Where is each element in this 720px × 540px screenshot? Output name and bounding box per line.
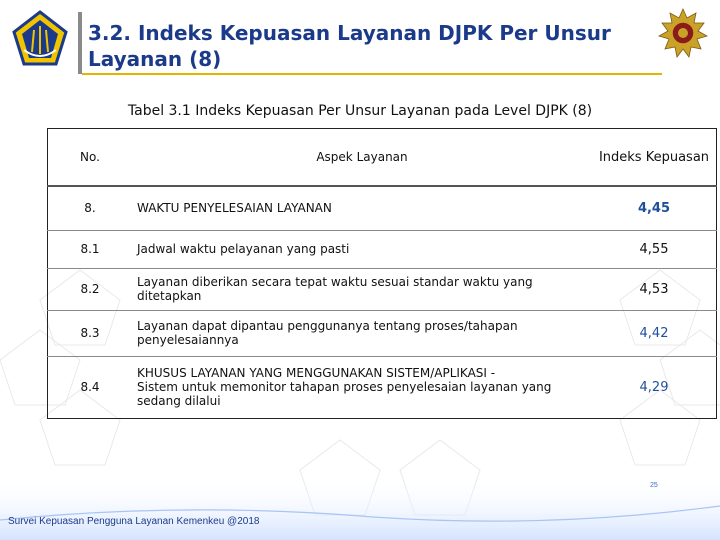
row-no: 8.2 xyxy=(80,282,100,296)
row-indeks: 4,29 xyxy=(639,379,669,395)
kemenkeu-emblem-icon xyxy=(12,10,68,68)
row-aspek: Layanan diberikan secara tepat waktu sesuai standar waktu yang ditetapkan xyxy=(137,275,533,303)
row-aspek xyxy=(132,356,592,418)
table-row xyxy=(48,356,717,418)
page-title: 3.2. Indeks Kepuasan Layanan DJPK Per Unsur Layanan (8) xyxy=(88,21,611,71)
table-row xyxy=(48,268,717,310)
table-row xyxy=(48,310,717,356)
table-caption: Tabel 3.1 Indeks Kepuasan Per Unsur Layanan pada Level DJPK (8) xyxy=(127,103,593,119)
title-underline xyxy=(82,73,662,75)
row-aspek-detail: Sistem untuk memonitor tahapan proses penyelesaian layanan yang sedang dilalui xyxy=(137,380,552,408)
row-no: 8.4 xyxy=(80,380,100,394)
row-no: 8. xyxy=(84,201,96,216)
satisfaction-index-table xyxy=(47,128,717,419)
row-aspek: Jadwal waktu pelayanan yang pasti xyxy=(137,242,350,256)
row-no: 8.3 xyxy=(80,326,100,340)
footer-band xyxy=(0,476,720,540)
table-header-row xyxy=(48,129,717,187)
header-indeks: Indeks Kepuasan xyxy=(592,129,717,187)
row-aspek: WAKTU PENYELESAIAN LAYANAN xyxy=(137,201,332,216)
footer-text: Survei Kepuasan Pengguna Layanan Kemenkeu @2018 xyxy=(8,516,260,527)
row-aspek-heading: KHUSUS LAYANAN YANG MENGGUNAKAN SISTEM/APLIKASI - xyxy=(137,366,496,380)
row-no: 8.1 xyxy=(80,242,100,256)
table-row xyxy=(48,230,717,268)
university-emblem-icon xyxy=(658,8,708,58)
row-aspek: Layanan dapat dipantau penggunanya tentang proses/tahapan penyelesaiannya xyxy=(137,319,518,347)
row-indeks: 4,42 xyxy=(639,325,669,341)
header-aspek: Aspek Layanan xyxy=(132,129,592,187)
page-number: 25 xyxy=(650,482,658,489)
row-indeks: 4,53 xyxy=(639,281,669,297)
table-row xyxy=(48,186,717,230)
header-no: No. xyxy=(48,129,133,187)
row-indeks: 4,55 xyxy=(639,241,669,257)
title-accent-bar xyxy=(78,12,82,74)
row-indeks: 4,45 xyxy=(637,200,671,216)
